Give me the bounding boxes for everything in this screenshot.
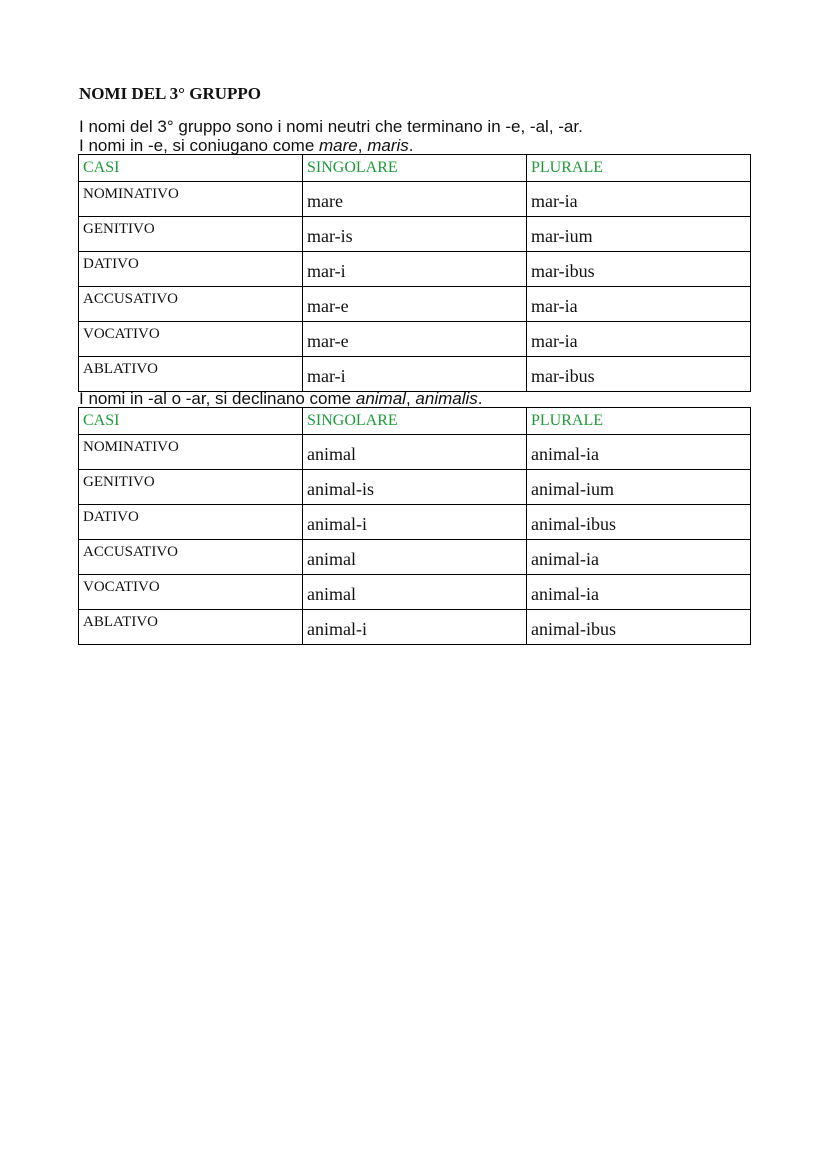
case-cell: GENITIVO xyxy=(79,470,303,505)
case-cell: ACCUSATIVO xyxy=(79,287,303,322)
section-2-separator: , xyxy=(405,389,416,408)
case-cell: VOCATIVO xyxy=(79,322,303,357)
singular-cell: animal-is xyxy=(303,470,527,505)
intro-line-2-suffix: . xyxy=(408,136,414,155)
example-word-animal: animal xyxy=(355,389,406,408)
section-2-prefix: I nomi in -al o -ar, si declinano come xyxy=(79,389,356,408)
table-row xyxy=(79,322,751,357)
plural-cell: mar-ium xyxy=(527,217,751,252)
plural-cell: mar-ibus xyxy=(527,357,751,392)
singular-cell: animal xyxy=(303,540,527,575)
table-row xyxy=(79,470,751,505)
example-word-maris: maris xyxy=(367,136,409,155)
case-cell: DATIVO xyxy=(79,505,303,540)
case-cell: ABLATIVO xyxy=(79,357,303,392)
header-plural: PLURALE xyxy=(527,155,751,182)
section-2-intro xyxy=(79,389,483,408)
plural-cell: animal-ia xyxy=(527,575,751,610)
table-row xyxy=(79,575,751,610)
singular-cell: animal xyxy=(303,435,527,470)
table-row xyxy=(79,182,751,217)
plural-cell: mar-ibus xyxy=(527,252,751,287)
singular-cell: animal-i xyxy=(303,505,527,540)
header-singular: SINGOLARE xyxy=(303,408,527,435)
plural-cell: mar-ia xyxy=(527,182,751,217)
table-row xyxy=(79,357,751,392)
singular-cell: animal xyxy=(303,575,527,610)
singular-cell: animal-i xyxy=(303,610,527,645)
table-row xyxy=(79,540,751,575)
declension-table-mare xyxy=(78,154,751,392)
table-header-row xyxy=(79,408,751,435)
intro-line-1: I nomi del 3° gruppo sono i nomi neutri che terminano in -e, -al, -ar. xyxy=(79,117,583,136)
plural-cell: mar-ia xyxy=(527,287,751,322)
singular-cell: mar-i xyxy=(303,357,527,392)
header-cases: CASI xyxy=(79,155,303,182)
table-row xyxy=(79,610,751,645)
table-row xyxy=(79,252,751,287)
case-cell: ACCUSATIVO xyxy=(79,540,303,575)
plural-cell: animal-ium xyxy=(527,470,751,505)
section-2-suffix: . xyxy=(477,389,483,408)
intro-line-2-prefix: I nomi in -e, si coniugano come xyxy=(79,136,320,155)
table-header-row xyxy=(79,155,751,182)
table-row xyxy=(79,287,751,322)
page-title: NOMI DEL 3° GRUPPO xyxy=(79,84,261,103)
plural-cell: mar-ia xyxy=(527,322,751,357)
case-cell: VOCATIVO xyxy=(79,575,303,610)
case-cell: DATIVO xyxy=(79,252,303,287)
case-cell: GENITIVO xyxy=(79,217,303,252)
plural-cell: animal-ia xyxy=(527,540,751,575)
singular-cell: mar-e xyxy=(303,322,527,357)
header-plural: PLURALE xyxy=(527,408,751,435)
singular-cell: mar-i xyxy=(303,252,527,287)
example-word-animalis: animalis xyxy=(415,389,478,408)
example-word-mare: mare xyxy=(319,136,358,155)
header-singular: SINGOLARE xyxy=(303,155,527,182)
case-cell: NOMINATIVO xyxy=(79,182,303,217)
plural-cell: animal-ia xyxy=(527,435,751,470)
singular-cell: mar-is xyxy=(303,217,527,252)
header-cases: CASI xyxy=(79,408,303,435)
singular-cell: mar-e xyxy=(303,287,527,322)
table-row xyxy=(79,217,751,252)
case-cell: NOMINATIVO xyxy=(79,435,303,470)
singular-cell: mare xyxy=(303,182,527,217)
declension-table-animal xyxy=(78,407,751,645)
table-row xyxy=(79,505,751,540)
intro-line-2 xyxy=(79,136,414,155)
table-row xyxy=(79,435,751,470)
case-cell: ABLATIVO xyxy=(79,610,303,645)
plural-cell: animal-ibus xyxy=(527,505,751,540)
intro-line-2-separator: , xyxy=(357,136,368,155)
plural-cell: animal-ibus xyxy=(527,610,751,645)
